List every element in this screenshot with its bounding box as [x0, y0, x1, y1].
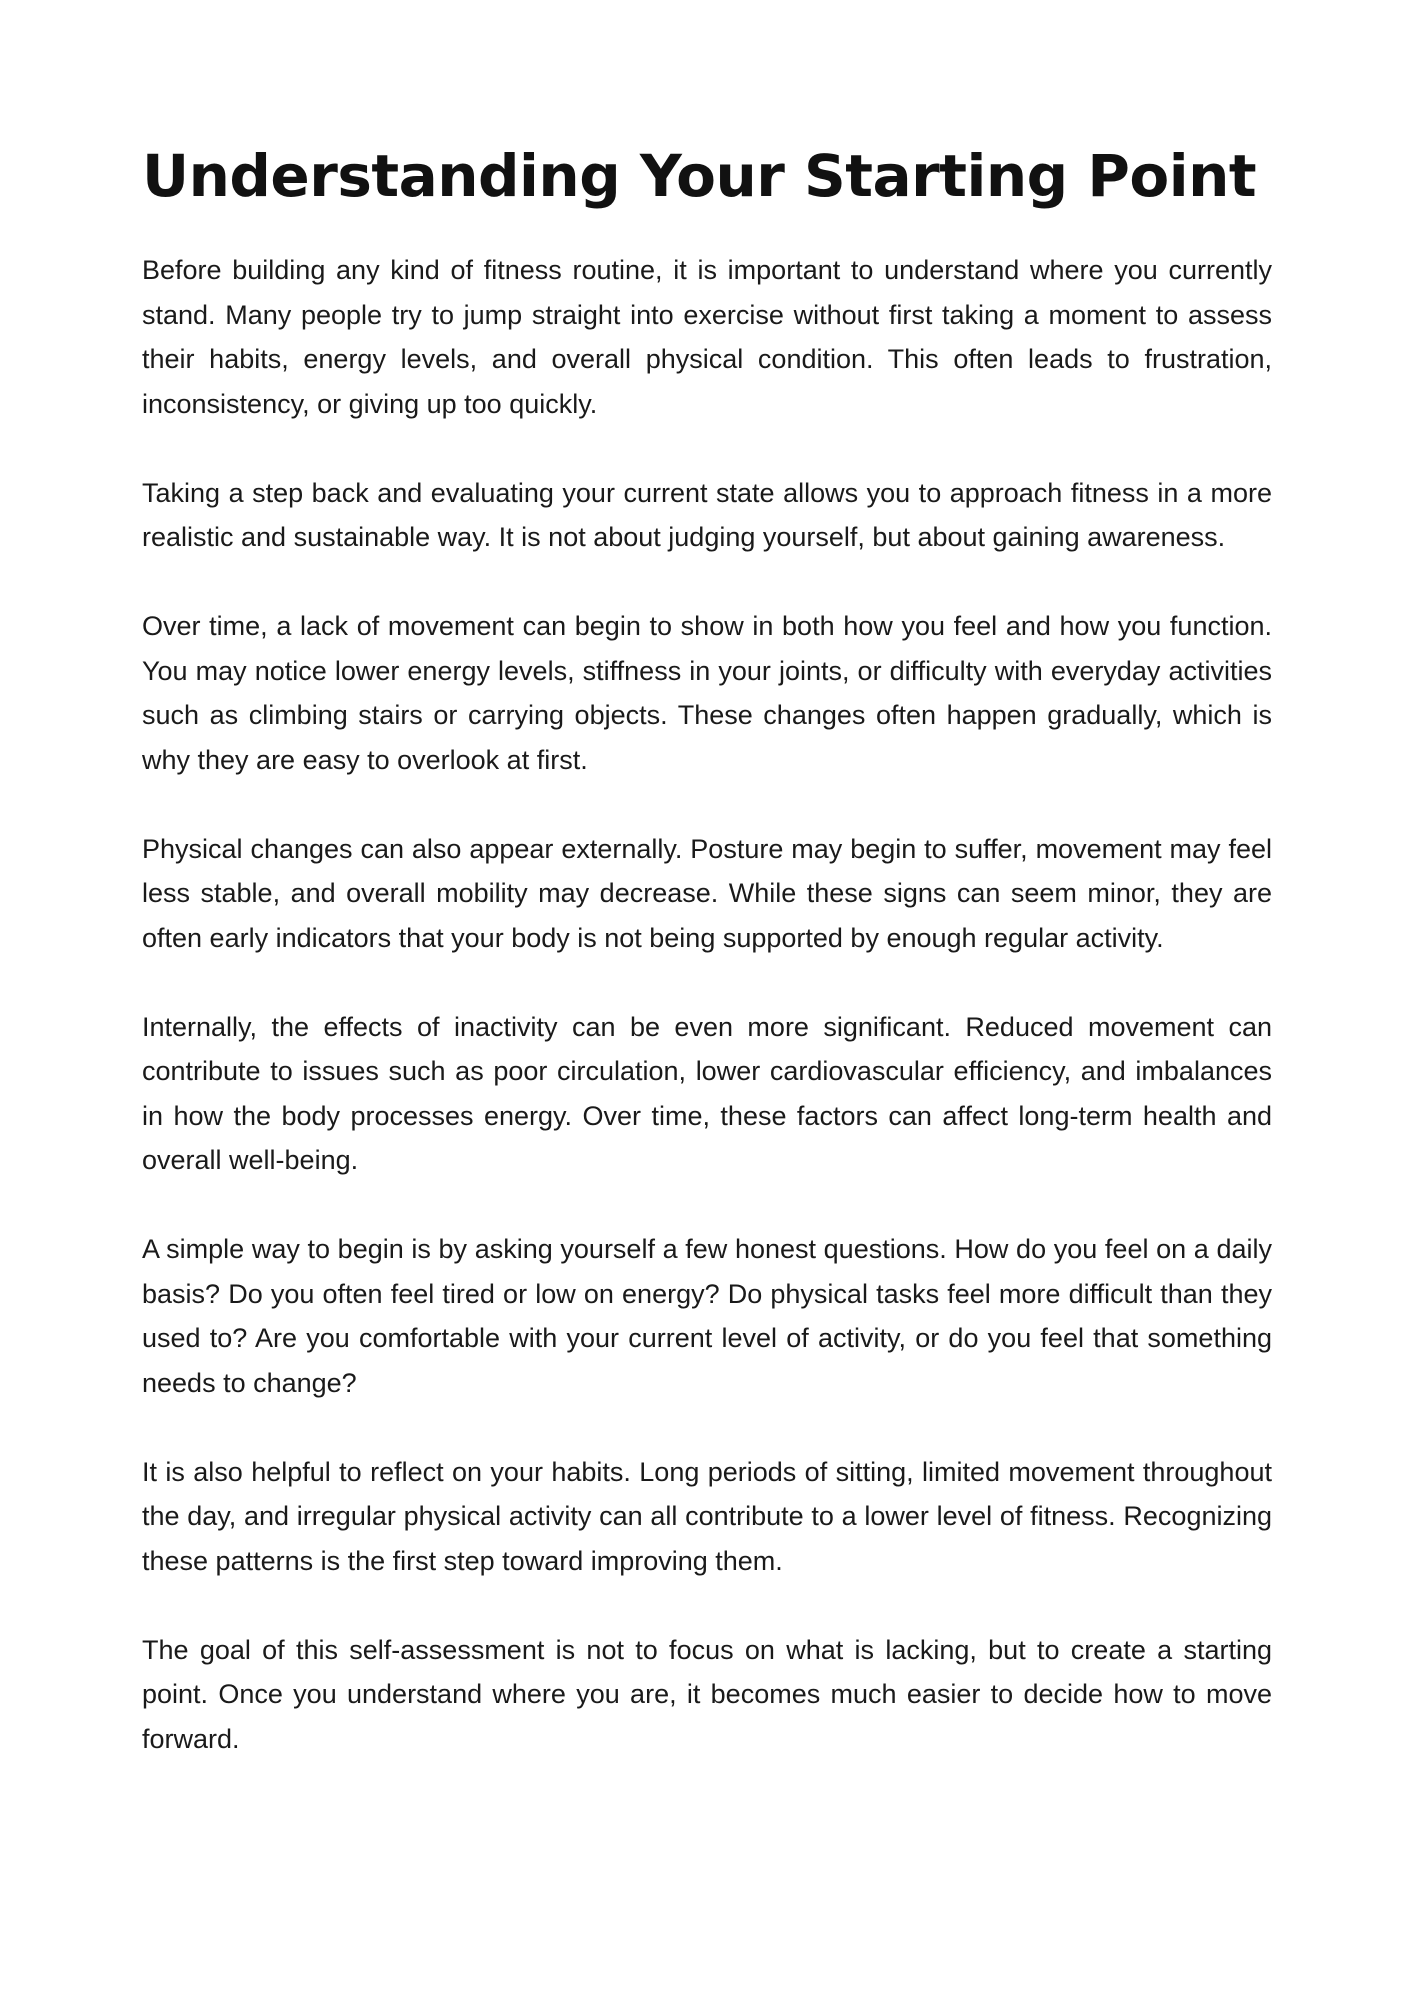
- paragraph-4: Physical changes can also appear externally. Posture may begin to suffer, movement may feel less stable, and overall mobility may decrease. While these signs can seem minor, they are often early indicators that your body is not being supported by enough regular activity.: [142, 833, 1272, 953]
- document-page: [142, 0, 1272, 2000]
- paragraph-8: The goal of this self-assessment is not to focus on what is lacking, but to create a starting point. Once you understand where you are, it becomes much easier to decide how to move forward.: [142, 1634, 1272, 1754]
- paragraph-2: Taking a step back and evaluating your current state allows you to approach fitness in a more realistic and sustainable way. It is not about judging yourself, but about gaining awareness.: [142, 477, 1272, 552]
- paragraph-3: Over time, a lack of movement can begin to show in both how you feel and how you function. You may notice lower energy levels, stiffness in your joints, or difficulty with everyday activities such as climbing stairs or carrying objects. These changes often happen gradually, which is why they are easy to overlook at first.: [142, 611, 1272, 775]
- paragraph-1: Before building any kind of fitness routine, it is important to understand where you currently stand. Many people try to jump straight into exercise without first taking a moment to assess their habits, energy levels, and overall physical condition. This often leads to frustration, inconsistency, or giving up too quickly.: [142, 255, 1272, 419]
- paragraph-7: It is also helpful to reflect on your habits. Long periods of sitting, limited movement throughout the day, and irregular physical activity can all contribute to a lower level of fitness. Recognizing these patterns is the first step toward improving them.: [142, 1456, 1272, 1576]
- document-body: [142, 248, 1272, 1806]
- paragraph-5: Internally, the effects of inactivity can be even more significant. Reduced movement can contribute to issues such as poor circulation, lower cardiovascular efficiency, and imbalances in how the body processes energy. Over time, these factors can affect long-term health and overall well-being.: [142, 1011, 1272, 1175]
- page-title: Understanding Your Starting Point: [142, 142, 1257, 210]
- paragraph-6: A simple way to begin is by asking yourself a few honest questions. How do you feel on a daily basis? Do you often feel tired or low on energy? Do physical tasks feel more difficult than they used to? Are you comfortable with your current level of activity, or do you feel that something needs to change?: [142, 1234, 1272, 1398]
